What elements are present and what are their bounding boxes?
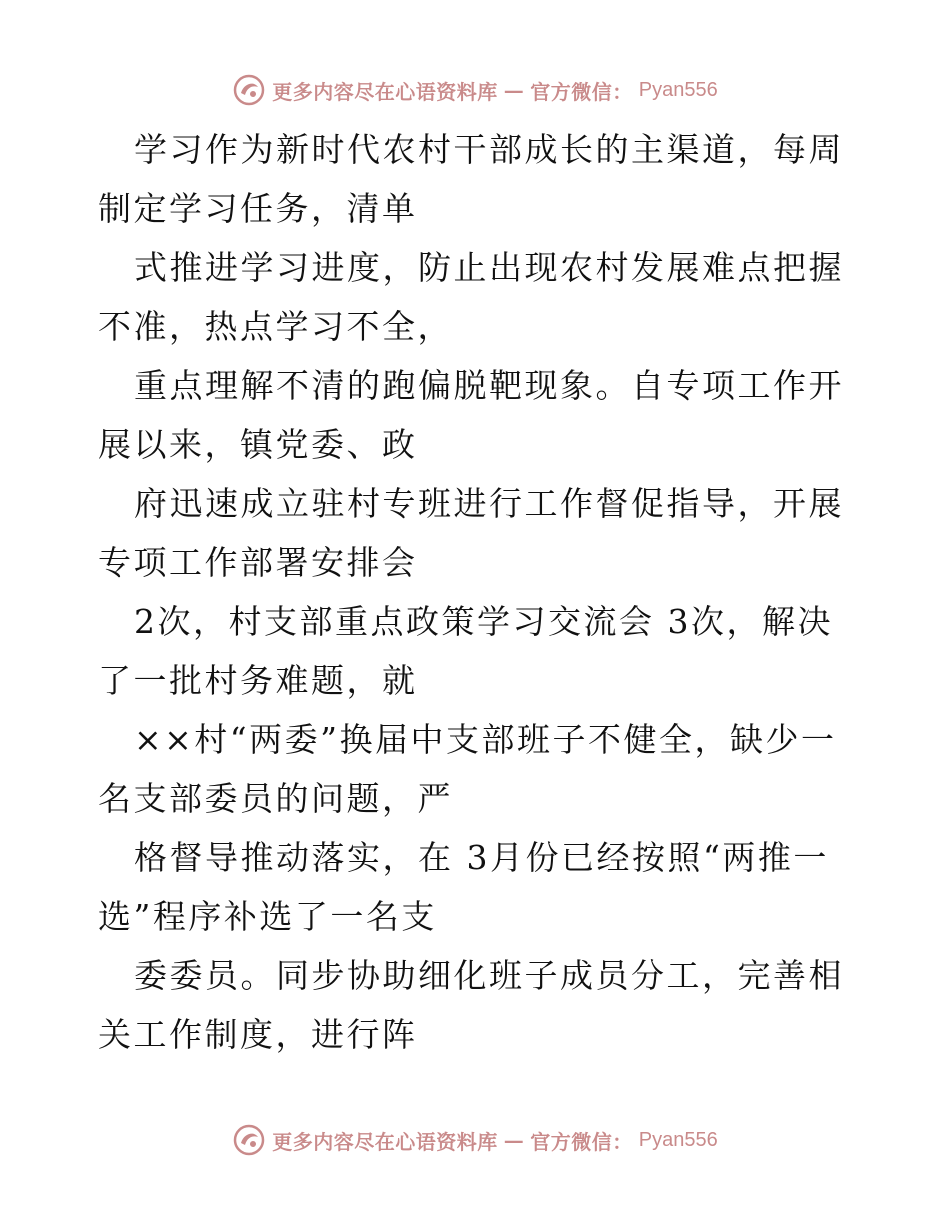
watermark-contact: 官方微信： — [530, 79, 633, 104]
swirl-logo-icon — [232, 73, 266, 107]
paragraph: 委委员。同步协助细化班子成员分工，完善相关工作制度，进行阵 — [98, 956, 844, 1054]
watermark-brand: 更多内容尽在心语资料库 — [272, 79, 498, 104]
footer-watermark — [0, 1122, 950, 1158]
watermark-brand: 更多内容尽在心语资料库 — [272, 1129, 498, 1154]
paragraph: 学习作为新时代农村干部成长的主渠道，每周制定学习任务，清单 — [98, 130, 844, 228]
watermark-id: Pyan556 — [638, 1128, 718, 1151]
paragraph: 重点理解不清的跑偏脱靶现象。自专项工作开展以来，镇党委、政 — [98, 366, 844, 464]
paragraph: 府迅速成立驻村专班进行工作督促指导，开展专项工作部署安排会 — [98, 484, 844, 582]
watermark-id: Pyan556 — [638, 78, 718, 101]
watermark-contact: 官方微信： — [530, 1129, 633, 1154]
watermark-dash: — — [503, 78, 525, 102]
swirl-logo-icon — [232, 1123, 266, 1157]
document-body — [98, 120, 858, 1064]
paragraph: 式推进学习进度，防止出现农村发展难点把握不准，热点学习不全， — [98, 248, 844, 346]
paragraph: 格督导推动落实，在 3月份已经按照“两推一选”程序补选了一名支 — [98, 838, 829, 936]
paragraph: 2次，村支部重点政策学习交流会 3次，解决了一批村务难题，就 — [98, 602, 833, 700]
paragraph: ××村“两委”换届中支部班子不健全，缺少一名支部委员的问题，严 — [98, 720, 837, 818]
header-watermark — [0, 72, 950, 108]
watermark-dash: — — [503, 1128, 525, 1152]
